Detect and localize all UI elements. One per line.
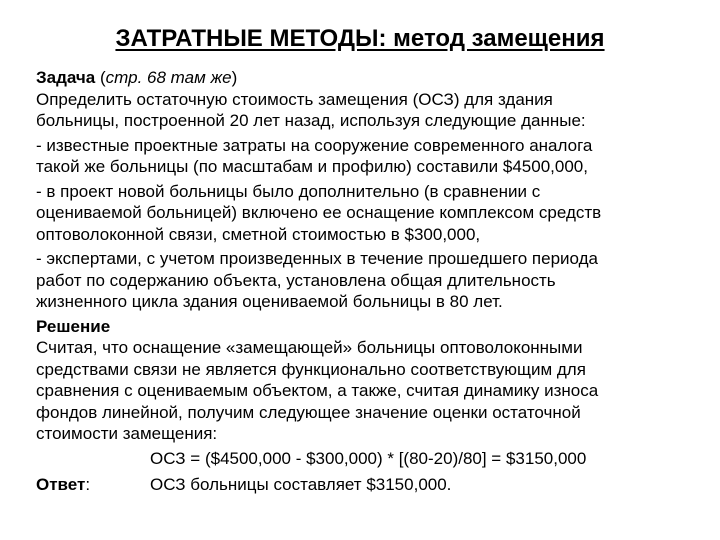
slide-body — [36, 67, 716, 497]
slide-title-text: ЗАТРАТНЫЕ МЕТОДЫ: метод замещения — [115, 25, 605, 52]
solution-line: фондов линейной, получим следующее значение оценки остаточной — [36, 402, 581, 422]
solution-label: Решение — [36, 316, 111, 336]
solution-line: сравнения с оцениваемым объектом, а также, считая динамику износа — [36, 381, 599, 400]
task-line: такой же больницы (по масштабам и профилю) составили $4500,000, — [36, 157, 588, 176]
solution-line: Считая, что оснащение «замещающей» больницы оптоволоконными — [36, 338, 583, 357]
task-line: оцениваемой больницей) включено ее оснащение комплексом средств — [36, 203, 602, 222]
task-line: оптоволоконной связи, сметной стоимостью в $300,000, — [36, 224, 481, 244]
task-line: работ по содержанию объекта, установлена общая длительность — [36, 270, 556, 290]
solution-text — [36, 337, 716, 445]
task-label: Задача — [36, 68, 96, 87]
solution-line: стоимости замещения: — [36, 424, 218, 443]
task-text — [36, 89, 716, 313]
task-ref-open: ( — [95, 68, 106, 87]
answer-text: ОСЗ больницы составляет $3150,000. — [150, 474, 452, 494]
task-line: - в проект новой больницы было дополнительно (в сравнении с — [36, 181, 541, 201]
answer-colon: : — [85, 474, 91, 494]
answer-label: Ответ — [36, 474, 86, 494]
answer-row — [36, 473, 716, 497]
task-line: - известные проектные затраты на сооружение современного аналога — [36, 135, 593, 155]
task-line: жизненного цикла здания оцениваемой больницы в 80 лет. — [36, 292, 503, 311]
task-ref-close: ) — [231, 68, 238, 87]
task-reference: стр. 68 там же — [105, 68, 232, 87]
task-heading — [36, 67, 716, 89]
task-line: больницы, построенной 20 лет назад, используя следующие данные: — [36, 111, 586, 130]
formula: ОСЗ = ($4500,000 - $300,000) * [(80-20)/80] = $3150,000 — [150, 448, 587, 468]
task-line: Определить остаточную стоимость замещения (ОСЗ) для здания — [36, 89, 553, 109]
task-line: - экспертами, с учетом произведенных в течение прошедшего периода — [36, 249, 598, 268]
slide-title — [0, 24, 720, 54]
solution-heading — [36, 316, 716, 338]
solution-line: средствами связи не является функционально соответствующим для — [36, 359, 586, 379]
